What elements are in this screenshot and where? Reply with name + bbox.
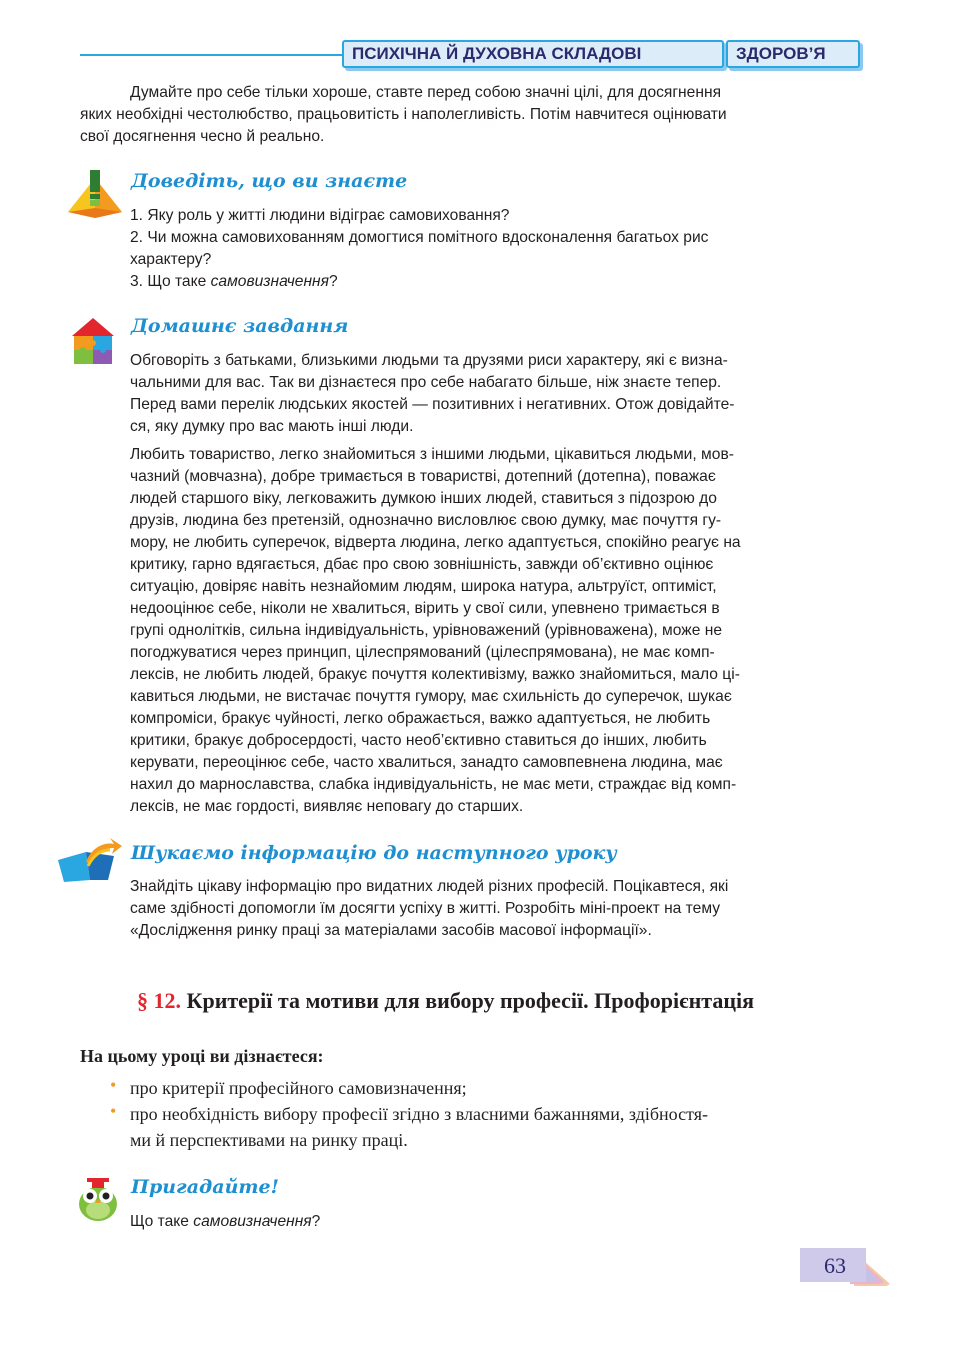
- learn-item-1: про критерії професійного самовизначення;: [130, 1078, 467, 1098]
- text-line: недооцінює себе, ніколи не хвалиться, вірить у свої сили, упевнено тримається в: [130, 600, 720, 617]
- remember-question: Що таке самовизначення?: [130, 1213, 321, 1230]
- text-line: критики, бракує добросердості, часто необ’єктивно ставиться до інших, любить: [130, 732, 707, 749]
- text-line: ситуацію, довіряє навіть незнайомим людям, широка натура, альтруїст, оптиміст,: [130, 578, 717, 595]
- prove-question-2: 2. Чи можна самовихованням домогтися помітного вдосконалення багатьох рис: [130, 229, 709, 246]
- header-rule: [80, 54, 348, 56]
- text-line: людей старшого віку, легковажить думкою інших людей, ставиться з підозрою до: [130, 490, 717, 507]
- text-line: чазний (мовчазна), добре тримається в товаристві, дотепний (дотепна), поважає: [130, 468, 716, 485]
- text-line: компроміси, бракує чуйності, легко ображається, важко адаптується, не любить: [130, 710, 711, 727]
- text-line: Обговоріть з батьками, близькими людьми та друзями риси характеру, які є визна-: [130, 352, 728, 369]
- text-line: критику, гарно вдягається, дбає про свою зовнішність, завжди об’єктивно оцінює: [130, 556, 714, 573]
- section-number: § 12.: [137, 988, 181, 1013]
- text-line: друзів, людина без претензій, однозначно висловлює свою думку, має почуття гу-: [130, 512, 722, 529]
- homework-title: Домашнє завдання: [131, 315, 349, 337]
- homework-paragraph-2: [130, 444, 846, 818]
- page-number: 63: [824, 1253, 846, 1278]
- text-line: Любить товариство, легко знайомиться з іншими людьми, цікавиться людьми, мов-: [130, 446, 734, 463]
- remember-title: Пригадайте!: [131, 1176, 279, 1198]
- text-line: групі однолітків, сильна індивідуальність, урівноважений (урівноважена), може не: [130, 622, 722, 639]
- text-line: Знайдіть цікаву інформацію про видатних людей різних професій. Поцікавтеся, які: [130, 878, 729, 895]
- text-line: саме здібності допомогли їм досягти успіху в житті. Розробіть міні-проект на тему: [130, 900, 721, 917]
- text-line: лексів, не любить людей, бракує почуття колективізму, важко знайомиться, мало ці-: [130, 666, 740, 683]
- learn-item-2: про необхідність вибору професії згідно з власними бажаннями, здібностя-: [130, 1104, 708, 1124]
- header-topic-label: ЗДОРОВ’Я: [726, 40, 860, 68]
- bullet-marker: •: [110, 1075, 117, 1095]
- text-line: погоджуватися через принцип, цілеспрямований (цілеспрямована), не має комп-: [130, 644, 715, 661]
- book-arrow-icon: [56, 836, 124, 884]
- search-paragraph: [130, 876, 846, 942]
- text-line: нахил до марнославства, слабка індивідуальність, не має мети, страждає від комп-: [130, 776, 737, 793]
- text-line: чальними для вас. Так ви дізнаєтеся про себе набагато більше, ніж знаєте тепер.: [130, 374, 722, 391]
- text-line: керувати, переоцінює себе, часто хвалиться, занадто самовпевнена людина, має: [130, 754, 723, 771]
- prove-question-1: 1. Яку роль у житті людини відіграє самовиховання?: [130, 207, 510, 224]
- text-line: лексів, не має гордості, виявляє неповагу до старших.: [130, 798, 524, 815]
- text-line: «Дослідження ринку праці за матеріалами засобів масової інформації».: [130, 922, 652, 939]
- section-title: Критерії та мотиви для вибору професії. Профорієнтація: [186, 988, 755, 1013]
- prove-title: Доведіть, що ви знаєте: [131, 170, 408, 192]
- section-heading: [137, 988, 754, 1014]
- prove-question-2-cont: характеру?: [130, 251, 212, 268]
- text-line: мору, не любить суперечок, відверта людина, легко адаптується, спокійно реагує на: [130, 534, 741, 551]
- puzzle-house-icon: [70, 316, 116, 366]
- text-line: кавиться людьми, не вистачає почуття гумору, має схильність до суперечок, шукає: [130, 688, 732, 705]
- intro-line: свої досягнення чесно й реально.: [80, 128, 325, 145]
- homework-paragraph-1: [130, 350, 846, 438]
- prove-question-3: 3. Що таке самовизначення?: [130, 273, 338, 290]
- learn-title: На цьому уроці ви дізнаєтеся:: [80, 1046, 324, 1066]
- intro-line: яких необхідні честолюбство, працьовитість і наполегливість. Потім навчитеся оцінювати: [80, 106, 727, 123]
- intro-line: Думайте про себе тільки хороше, ставте перед собою значні цілі, для досягнення: [130, 84, 722, 101]
- header-chapter-label: ПСИХІЧНА Й ДУХОВНА СКЛАДОВІ: [342, 40, 724, 68]
- text-line: Перед вами перелік людських якостей — позитивних і негативних. Отож довідайте-: [130, 396, 735, 413]
- pyramid-icon: [66, 168, 124, 220]
- owl-icon: [76, 1172, 120, 1222]
- intro-paragraph: [80, 82, 846, 148]
- learn-item-2-cont: ми й перспективами на ринку праці.: [130, 1130, 408, 1150]
- search-title: Шукаємо інформацію до наступного уроку: [131, 842, 617, 864]
- bullet-marker: •: [110, 1101, 117, 1121]
- text-line: ся, яку думку про вас мають інші люди.: [130, 418, 414, 435]
